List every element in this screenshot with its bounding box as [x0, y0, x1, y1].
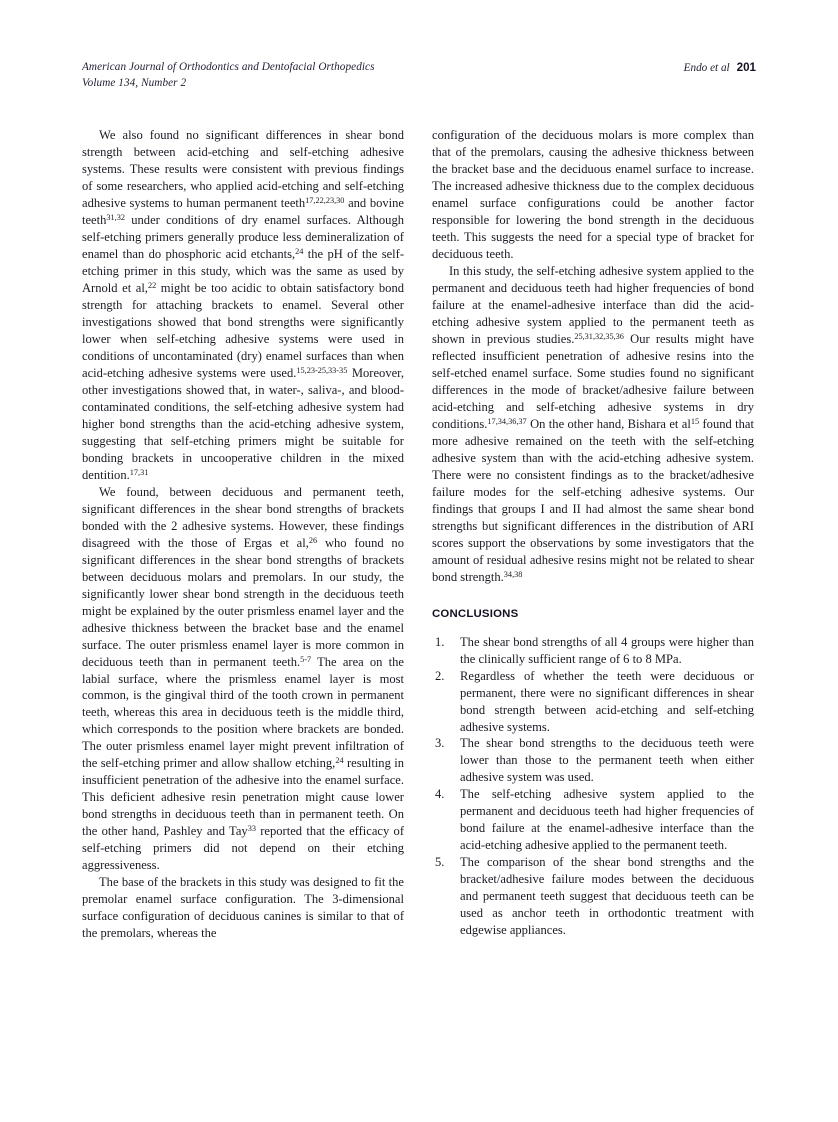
list-item-text: The shear bond strengths to the deciduous teeth were lower than those to the permanent teeth when either adhesive system was used. [460, 736, 754, 785]
list-item-number: 2. [435, 668, 445, 683]
volume-issue: Volume 134, Number 2 [82, 76, 187, 89]
paragraph: In this study, the self-etching adhesive system applied to the permanent and deciduous teeth had higher frequencies of bond failure at the enamel-adhesive interface than did the acid-etching adhesive system applied to the permanent teeth as shown in previous studies.$^{25,31,32,35,36}$ Our results might have reflected insufficient penetration of adhesive resins into the self-etched enamel surface. Some studies found no significant differences in the mode of bracket/adhesive failure between acid-etching and self-etching adhesive systems in dry conditions.$^{17,34,36,37}$ On the other hand, Bishara et $al^{15}$ found that more adhesive remained on the teeth with the self-etching adhesive system than with the acid-etching adhesive system. There were no consistent findings as to the bracket/adhesive failure modes for the self-etching adhesive systems. Our findings that groups I and II had almost the same shear bond strengths but significant differences in the distribution of ARI scores support the observations by some investigators that the amount of residual adhesive resins might not be related to shear bond strength.$^{34,38}$ [432, 263, 754, 584]
list-item-text: The shear bond strengths of all 4 groups were higher than the clinically sufficient range of 6 to 8 MPa. [460, 634, 754, 666]
page-number: 201 [736, 61, 756, 74]
list-item [432, 634, 754, 668]
list-item [432, 735, 754, 786]
running-head [82, 60, 756, 94]
list-item-number: 5. [435, 855, 445, 870]
journal-title: American Journal of Orthodontics and Dentofacial Orthopedics [82, 61, 375, 73]
list-item [432, 668, 754, 736]
column-left [82, 127, 404, 942]
conclusions-list [432, 634, 754, 940]
paragraph: We also found no significant differences in shear bond strength between acid-etching and self-etching adhesive systems. These results were consistent with previous findings of some researchers, who applied acid-etching and self-etching adhesive systems to human permanent teeth$^{17,22,23,30}$ and bovine teeth$^{31,32}$ under conditions of dry enamel surfaces. Although self-etching primers generally produce less demineralization of enamel than do phosphoric acid etchants,$^{24}$ the pH of the self-etching primer in this study, which was the same as used by Arnold et al,$^{22}$ might be too acidic to obtain satisfactory bond strength for attaching brackets to enamel. Several other investigations showed that bond strengths were significantly lower when self-etching adhesive systems were used in conditions of uncontaminated (dry) enamel surfaces than when acid-etching adhesive systems were used.$^{15,23-25,33-35}$ Moreover, other investigations showed that, in water-, saliva-, and blood-contaminated conditions, the self-etching adhesive system had higher bond strengths than the acid-etching adhesive system, suggesting that self-etching primers might be suitable for bonding brackets in uncooperative children in the mixed dentition.$^{17,31}$ [82, 128, 404, 482]
paragraph: The base of the brackets in this study was designed to fit the premolar enamel surface configuration. The 3-dimensional surface configuration of deciduous canines is similar to that of the premolars, whereas the [82, 875, 404, 941]
list-item [432, 854, 754, 939]
list-item-text: The self-etching adhesive system applied to the permanent and deciduous teeth had higher frequencies of bond failure at the enamel-adhesive interface than the acid-etching adhesive applied to the permanent teeth. [460, 787, 754, 853]
list-item [432, 786, 754, 854]
running-head-right [684, 60, 756, 77]
list-item-text: Regardless of whether the teeth were deciduous or permanent, there were no significant differences in shear bond strength between acid-etching and self-etching adhesive systems. [460, 668, 754, 734]
list-item-number: 4. [435, 787, 445, 802]
section-heading-conclusions: CONCLUSIONS [432, 607, 519, 620]
running-head-left [82, 60, 375, 91]
list-item-number: 1. [435, 634, 445, 649]
paragraph: We found, between deciduous and permanent teeth, significant differences in the shear bond strengths of brackets bonded with the 2 adhesive systems. However, these findings disagreed with the those of Ergas et al,$^{26}$ who found no significant differences in the shear bond strengths of brackets between deciduous molars and premolars. In our study, the significantly lower shear bond strength in the deciduous teeth might be explained by the outer prismless enamel layer and the adhesive thickness between the bracket base and the enamel surface. The outer prismless enamel layer is more common in deciduous teeth than in permanent teeth.$^{5-7}$ The area on the labial surface, where the prismless enamel layer is most common, is the gingival third of the tooth crown in permanent teeth, whereas this area in deciduous teeth is the middle third, which corresponds to the position where brackets are bonded. The outer prismless enamel layer might prevent infiltration of the self-etching primer and allow shallow etching,$^{24}$ resulting in insufficient penetration of the adhesive into the enamel surface. This deficient adhesive resin penetration might cause lower bond strengths in deciduous teeth than in permanent teeth. On the other hand, Pashley and Tay$^{33}$ reported that the efficacy of self-etching primers did not depend on their etching aggressiveness. [82, 484, 405, 873]
body-columns [82, 127, 756, 1042]
list-item-text: The comparison of the shear bond strengths and the bracket/adhesive failure modes between the deciduous and permanent teeth suggest that deciduous teeth can be used as anchor teeth in orthodontic treatment with edgewise appliances. [460, 855, 754, 938]
column-right [432, 127, 754, 939]
paragraph: configuration of the deciduous molars is more complex than that of the premolars, causing the adhesive thickness between the bracket base and the deciduous enamel surface to increase. The increased adhesive thickness due to the complex deciduous enamel surface configurations could be another factor responsible for lowering the bond strength in the deciduous teeth. This suggests the need for a special type of bracket for deciduous teeth. [432, 128, 754, 261]
authors-citation: Endo et al [683, 62, 730, 74]
list-item-number: 3. [435, 736, 445, 751]
